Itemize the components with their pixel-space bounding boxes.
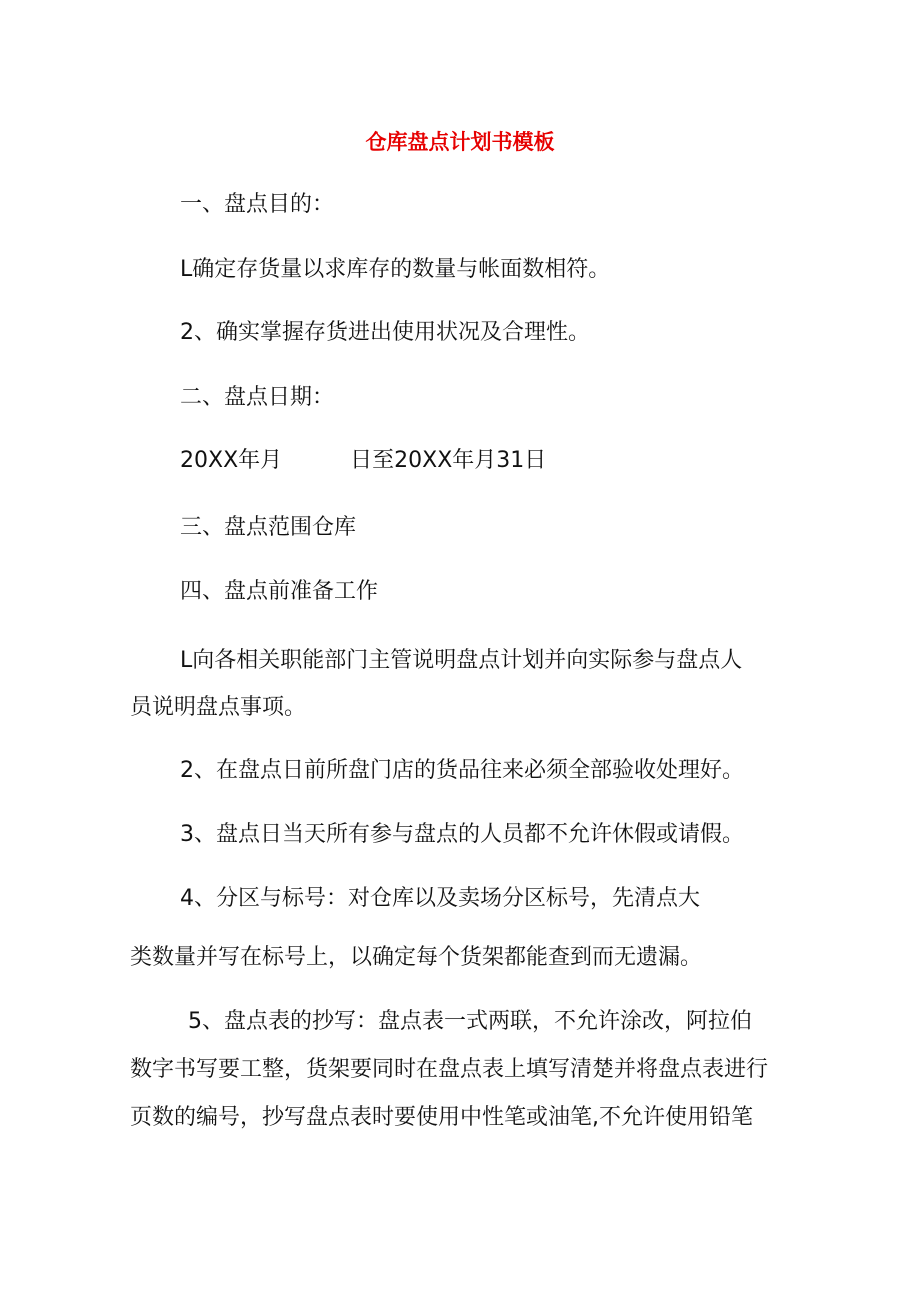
prep-item-1-line-1: L向各相关职能部门主管说明盘点计划并向实际参与盘点人	[180, 648, 743, 673]
section-heading-preparation: 四、盘点前准备工作	[180, 579, 379, 604]
document-title: 仓库盘点计划书模板	[365, 130, 555, 154]
section-heading-purpose: 一、盘点目的：	[180, 192, 335, 217]
prep-item-5-line-1: 5、盘点表的抄写：盘点表一式两联，不允许涂改，阿拉伯	[188, 1009, 752, 1034]
purpose-item-1: L确定存货量以求库存的数量与帐面数相符。	[180, 257, 611, 282]
prep-item-3: 3、盘点日当天所有参与盘点的人员都不允许休假或请假。	[180, 822, 744, 847]
date-range	[180, 449, 546, 473]
purpose-item-2: 2、确实掌握存货进出使用状况及合理性。	[180, 320, 590, 345]
date-end: 日至20XX年月31日	[350, 448, 547, 473]
prep-item-4-line-2: 类数量并写在标号上，以确定每个货架都能查到而无遗漏。	[130, 945, 703, 970]
prep-item-1-line-2: 员说明盘点事项。	[130, 695, 307, 720]
date-start: 20XX年月	[180, 448, 283, 473]
section-heading-date: 二、盘点日期：	[180, 385, 335, 410]
prep-item-2: 2、在盘点日前所盘门店的货品往来必须全部验收处理好。	[180, 758, 744, 783]
prep-item-5-line-3: 页数的编号，抄写盘点表时要使用中性笔或油笔,不允许使用铅笔	[130, 1105, 753, 1130]
prep-item-5-line-2: 数字书写要工整，货架要同时在盘点表上填写清楚并将盘点表进行	[130, 1057, 769, 1082]
prep-item-4-line-1: 4、分区与标号：对仓库以及卖场分区标号，先清点大	[180, 886, 700, 911]
section-heading-scope: 三、盘点范围仓库	[180, 515, 357, 540]
